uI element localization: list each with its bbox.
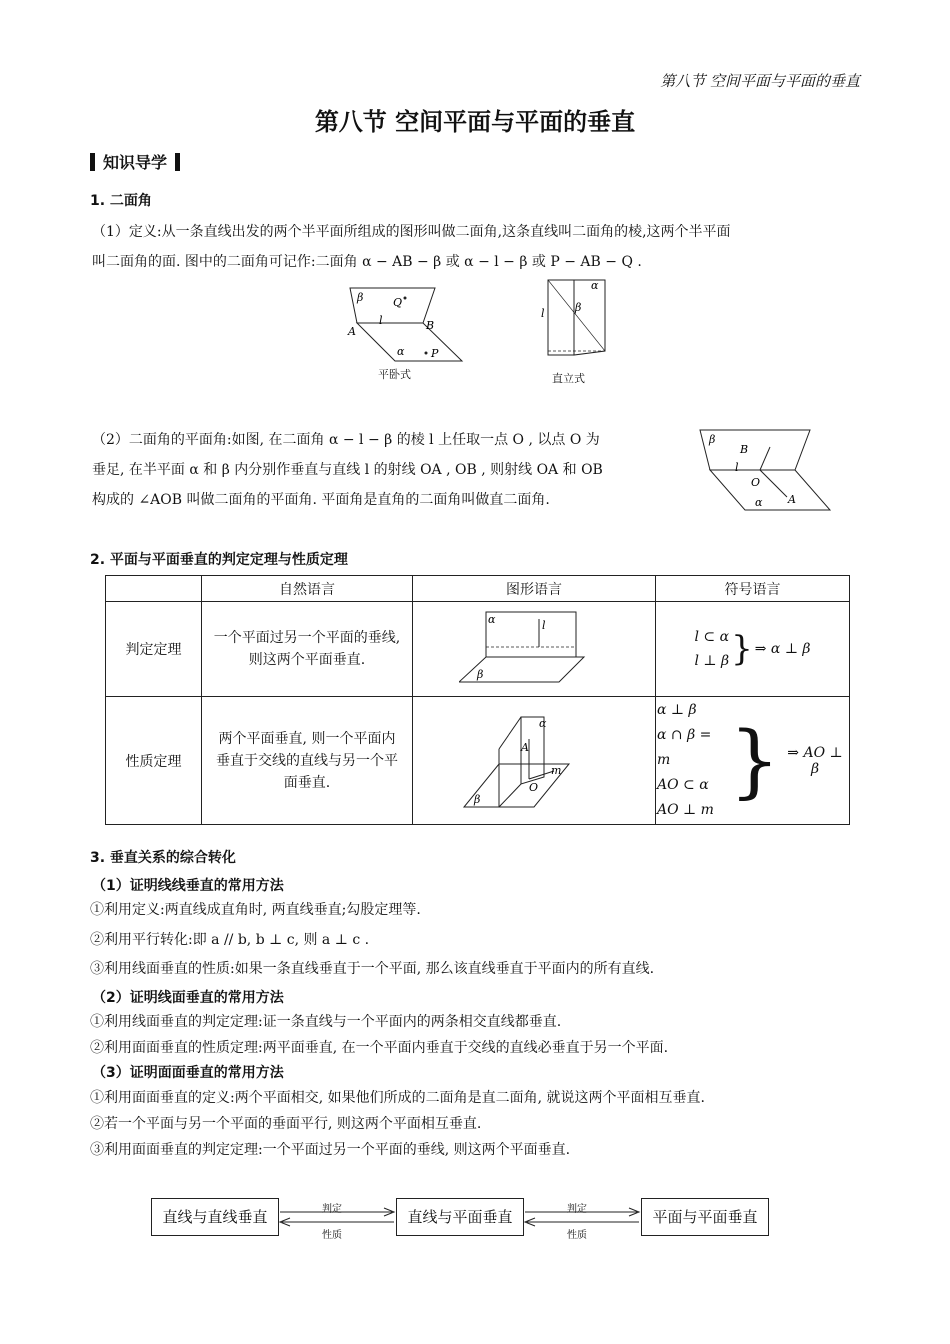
- s1-plane-line3: 构成的 ∠AOB 叫做二面角的平面角. 平面角是直角的二面角叫做直二面角.: [92, 492, 550, 508]
- s3-sub1-item: ①利用定义:两直线成直角时, 两直线垂直;勾股定理等.: [90, 902, 421, 918]
- table-header-cell: 自然语言: [202, 576, 413, 602]
- svg-text:l: l: [379, 314, 383, 327]
- row1-sym-line: l ⊥ β: [694, 653, 730, 669]
- section-bar-left: [90, 153, 95, 171]
- svg-text:β: β: [477, 668, 484, 681]
- svg-text:β: β: [474, 792, 481, 806]
- svg-text:β: β: [575, 301, 582, 314]
- page-title: 第八节 空间平面与平面的垂直: [314, 108, 636, 136]
- svg-text:A: A: [521, 740, 529, 754]
- s3-sub2-item: ①利用线面垂直的判定定理:证一条直线与一个平面内的两条相交直线都垂直.: [90, 1014, 562, 1030]
- s1-heading: 1. 二面角: [90, 193, 152, 209]
- flow-box-plane-plane: 平面与平面垂直: [641, 1198, 769, 1236]
- svg-text:α: α: [591, 279, 599, 292]
- table-header-row: [106, 576, 850, 602]
- property-theorem-figure: [459, 709, 609, 809]
- table-row: [106, 697, 850, 825]
- brace: }: [729, 713, 780, 807]
- svg-text:A: A: [788, 493, 796, 506]
- svg-text:α: α: [488, 613, 496, 626]
- table-header-cell: [106, 576, 202, 602]
- theorem-table: [105, 575, 850, 825]
- row2-sym-line: α ∩ β = m: [657, 727, 712, 768]
- table-header-cell: 符号语言: [656, 576, 850, 602]
- fig-vertical-dihedral: [533, 275, 613, 375]
- svg-text:l: l: [542, 619, 546, 632]
- brace: }: [731, 629, 753, 669]
- flow-box-line-plane: 直线与平面垂直: [396, 1198, 524, 1236]
- svg-text:m: m: [551, 763, 562, 777]
- s1-def-line1: （1）定义:从一条直线出发的两个半平面所组成的图形叫做二面角,这条直线叫二面角的棱,这两个半平面: [92, 224, 731, 240]
- row2-figure: [413, 697, 656, 825]
- svg-text:α: α: [397, 345, 405, 358]
- row1-sym-result: ⇒ α ⊥ β: [754, 641, 811, 657]
- row1-sym-line: l ⊂ α: [694, 629, 730, 645]
- s3-heading: 3. 垂直关系的综合转化: [90, 850, 236, 866]
- s3-sub3-item: ②若一个平面与另一个平面的垂面平行, 则这两个平面相互垂直.: [90, 1116, 482, 1132]
- svg-text:B: B: [426, 319, 435, 332]
- row2-natural: 两个平面垂直, 则一个平面内垂直于交线的直线与另一个平面垂直.: [202, 697, 413, 825]
- flow-arrow1-top-label: 判定: [322, 1204, 342, 1215]
- svg-text:β: β: [709, 433, 716, 446]
- fig1-caption: 平卧式: [378, 368, 411, 381]
- row2-sym-result: ⇒ AO ⊥ β: [787, 744, 843, 777]
- judge-theorem-figure: [459, 607, 609, 687]
- row1-symbol: [656, 602, 850, 697]
- svg-text:A: A: [348, 325, 356, 338]
- svg-text:B: B: [740, 443, 749, 456]
- svg-text:l: l: [541, 307, 545, 320]
- svg-text:β: β: [357, 291, 364, 304]
- table-row: [106, 602, 850, 697]
- s3-sub3-item: ①利用面面垂直的定义:两个平面相交, 如果他们所成的二面角是直二面角, 就说这两个平面相互垂直.: [90, 1090, 705, 1106]
- s1-plane-line2: 垂足, 在半平面 α 和 β 内分别作垂直与直线 l 的射线 OA , OB , 则射线 OA 和 OB: [92, 462, 603, 478]
- s1-plane-line1: （2）二面角的平面角:如图, 在二面角 α − l − β 的棱 l 上任取一点 O , 以点 O 为: [92, 432, 600, 448]
- section-label-text: 知识导学: [103, 153, 168, 172]
- s2-heading: 2. 平面与平面垂直的判定定理与性质定理: [90, 552, 348, 568]
- row1-natural: 一个平面过另一个平面的垂线, 则这两个平面垂直.: [202, 602, 413, 697]
- flow-arrow2-top-label: 判定: [567, 1204, 587, 1215]
- section-label: [90, 150, 180, 173]
- s3-sub2: （2）证明线面垂直的常用方法: [92, 990, 284, 1006]
- svg-text:α: α: [755, 496, 763, 509]
- s3-sub3-item: ③利用面面垂直的判定定理:一个平面过另一个平面的垂线, 则这两个平面垂直.: [90, 1142, 571, 1158]
- flow-arrow2-bottom-label: 性质: [567, 1230, 587, 1241]
- row1-name: 判定定理: [106, 602, 202, 697]
- svg-text:P: P: [431, 347, 439, 360]
- s3-sub1-item: ③利用线面垂直的性质:如果一条直线垂直于一个平面, 那么该直线垂直于平面内的所有直线.: [90, 961, 655, 977]
- page-header: 第八节 空间平面与平面的垂直: [660, 72, 860, 90]
- table-header-cell: 图形语言: [413, 576, 656, 602]
- svg-text:O: O: [751, 476, 761, 489]
- flow-box-line-line: 直线与直线垂直: [151, 1198, 279, 1236]
- s3-sub1: （1）证明线线垂直的常用方法: [92, 878, 284, 894]
- row2-sym-line: AO ⊥ m: [657, 802, 714, 818]
- fig-plane-angle: [695, 425, 835, 520]
- svg-text:Q: Q: [393, 296, 403, 309]
- s3-sub3: （3）证明面面垂直的常用方法: [92, 1065, 284, 1081]
- fig2-caption: 直立式: [552, 372, 585, 385]
- row2-symbol: [656, 697, 850, 825]
- row2-sym-line: AO ⊂ α: [657, 777, 709, 793]
- svg-text:α: α: [539, 716, 547, 730]
- row1-figure: [413, 602, 656, 697]
- flow-arrow1-bottom-label: 性质: [322, 1230, 342, 1241]
- s3-sub2-item: ②利用面面垂直的性质定理:两平面垂直, 在一个平面内垂直于交线的直线必垂直于另一个平面.: [90, 1040, 669, 1056]
- row2-sym-line: α ⊥ β: [657, 702, 697, 718]
- s3-sub1-item: ②利用平行转化:即 a // b, b ⊥ c, 则 a ⊥ c .: [90, 932, 370, 948]
- section-bar-right: [175, 153, 180, 171]
- svg-text:O: O: [529, 780, 539, 794]
- svg-text:l: l: [735, 461, 739, 474]
- s1-def-line2: 叫二面角的面. 图中的二面角可记作:二面角 α − AB − β 或 α − l − β 或 P − AB − Q .: [92, 254, 642, 270]
- row2-name: 性质定理: [106, 697, 202, 825]
